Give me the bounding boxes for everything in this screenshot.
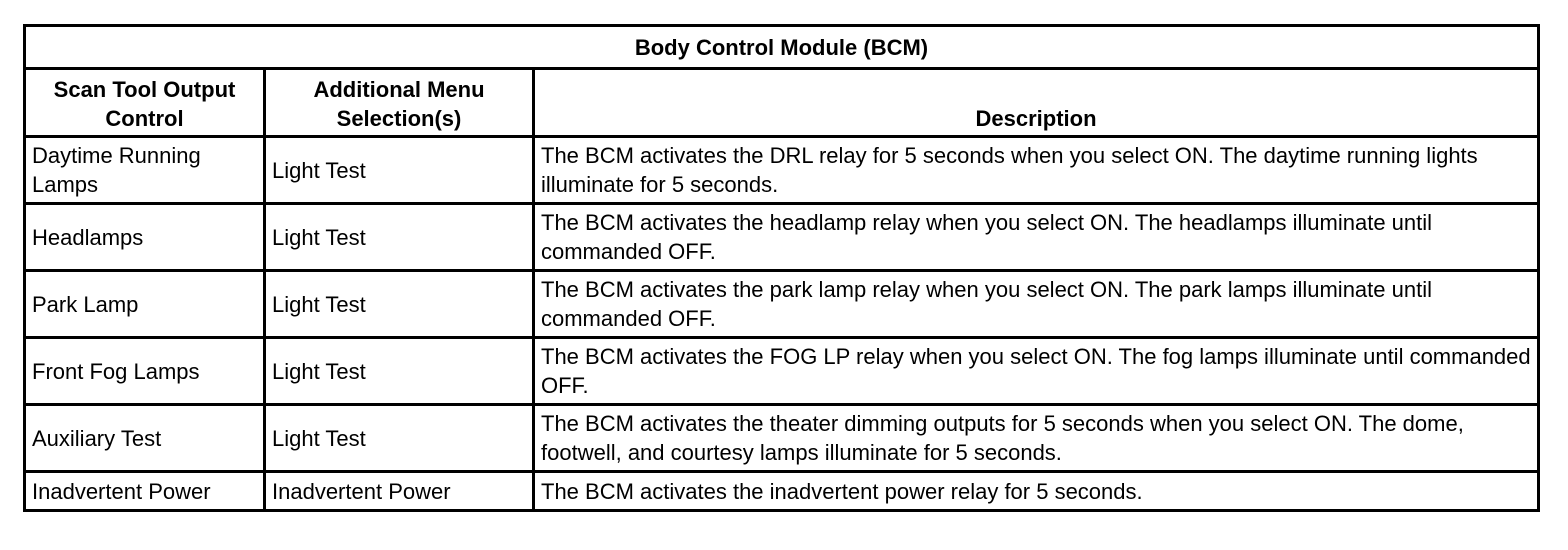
header-output-control: Scan Tool Output Control — [25, 69, 265, 137]
table-row — [25, 271, 1539, 338]
table-row — [25, 338, 1539, 405]
cell-description: The BCM activates the inadvertent power relay for 5 seconds. — [534, 472, 1539, 511]
cell-description: The BCM activates the park lamp relay when you select ON. The park lamps illuminate until commanded OFF. — [534, 271, 1539, 338]
cell-output-control: Inadvertent Power — [25, 472, 265, 511]
cell-output-control: Auxiliary Test — [25, 405, 265, 472]
cell-output-control: Front Fog Lamps — [25, 338, 265, 405]
cell-output-control: Headlamps — [25, 204, 265, 271]
cell-menu-selection: Light Test — [265, 338, 534, 405]
table-row — [25, 472, 1539, 511]
cell-menu-selection: Light Test — [265, 405, 534, 472]
table-row — [25, 405, 1539, 472]
table-row — [25, 204, 1539, 271]
cell-description: The BCM activates the theater dimming outputs for 5 seconds when you select ON. The dome, footwell, and courtesy lamps illuminate for 5 seconds. — [534, 405, 1539, 472]
bcm-output-control-table-container — [23, 24, 1537, 512]
cell-description: The BCM activates the FOG LP relay when you select ON. The fog lamps illuminate until commanded OFF. — [534, 338, 1539, 405]
header-menu-selection: Additional Menu Selection(s) — [265, 69, 534, 137]
cell-output-control: Park Lamp — [25, 271, 265, 338]
cell-output-control: Daytime Running Lamps — [25, 137, 265, 204]
table-title-row — [25, 26, 1539, 69]
table-header-row — [25, 69, 1539, 137]
cell-description: The BCM activates the headlamp relay when you select ON. The headlamps illuminate until commanded OFF. — [534, 204, 1539, 271]
cell-menu-selection: Light Test — [265, 271, 534, 338]
cell-menu-selection: Inadvertent Power — [265, 472, 534, 511]
cell-menu-selection: Light Test — [265, 204, 534, 271]
cell-menu-selection: Light Test — [265, 137, 534, 204]
table-row — [25, 137, 1539, 204]
table-title: Body Control Module (BCM) — [25, 26, 1539, 69]
cell-description: The BCM activates the DRL relay for 5 seconds when you select ON. The daytime running lights illuminate for 5 seconds. — [534, 137, 1539, 204]
bcm-output-control-table — [23, 24, 1540, 512]
header-description: Description — [534, 69, 1539, 137]
